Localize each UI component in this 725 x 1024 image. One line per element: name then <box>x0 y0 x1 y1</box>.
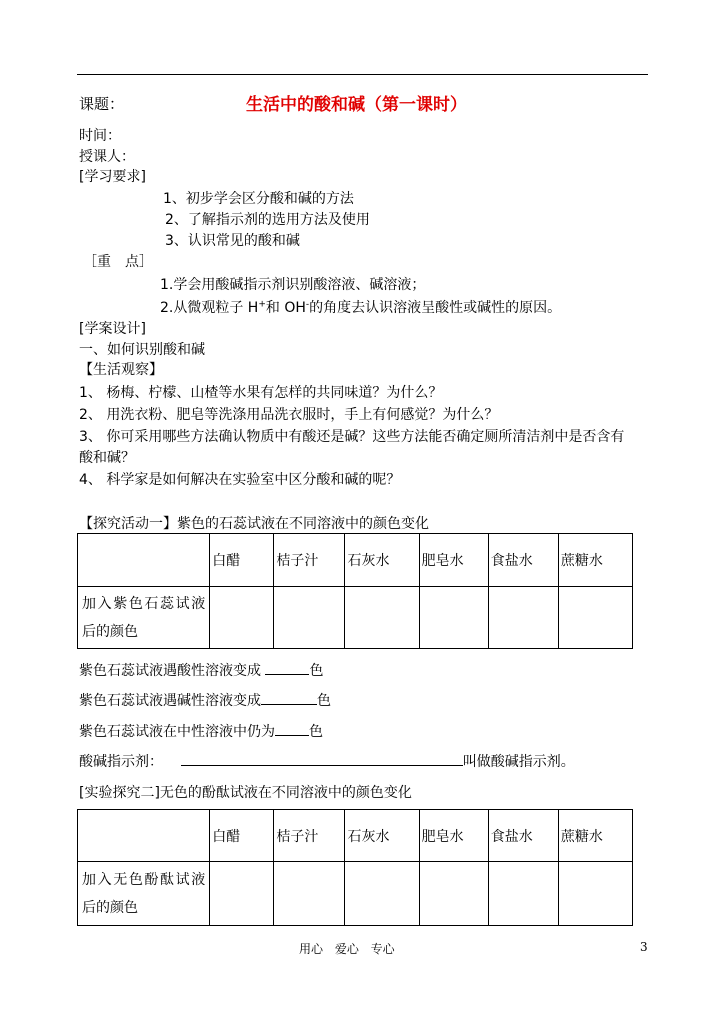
answer-cell[interactable] <box>419 587 488 649</box>
design-heading: [学案设计] <box>79 321 146 337</box>
fill-line-neutral: 紫色石蕊试液在中性溶液中仍为 色 <box>79 721 323 741</box>
teacher-label: 授课人： <box>79 149 135 165</box>
fill-line-acid: 紫色石蕊试液遇酸性溶液变成 色 <box>79 660 323 680</box>
column-header: 蔗糖水 <box>558 810 632 862</box>
answer-blank[interactable] <box>275 721 309 736</box>
title-label: 课题： <box>79 95 125 113</box>
footer-text: 用心 爱心 专心 <box>299 942 395 956</box>
answer-cell[interactable] <box>558 862 632 926</box>
answer-cell[interactable] <box>210 862 274 926</box>
activity2-heading: [实验探究二]无色的酚酞试液在不同溶液中的颜色变化 <box>79 785 412 801</box>
column-header: 白醋 <box>210 534 274 587</box>
column-header: 肥皂水 <box>419 810 488 862</box>
answer-cell[interactable] <box>419 862 488 926</box>
key-points-heading: ［重 点］ <box>83 254 153 270</box>
section-heading: 一、如何识别酸和碱 <box>79 342 205 358</box>
requirement-item: 1、初步学会区分酸和碱的方法 <box>163 191 354 207</box>
answer-cell[interactable] <box>488 587 558 649</box>
page-number: 3 <box>640 940 648 954</box>
answer-cell[interactable] <box>274 587 345 649</box>
answer-blank[interactable] <box>181 751 463 766</box>
row-label <box>78 862 210 926</box>
page-title: 生活中的酸和碱（第一课时） <box>246 95 467 115</box>
column-header: 石灰水 <box>345 810 419 862</box>
table-corner-cell <box>78 534 210 587</box>
column-header: 食盐水 <box>488 810 558 862</box>
question-item: 3、 你可采用哪些方法确认物质中有酸还是碱？这些方法能否确定厕所清洁剂中是否含有 <box>79 429 625 445</box>
column-header: 白醋 <box>210 810 274 862</box>
answer-cell[interactable] <box>345 587 419 649</box>
row-label <box>78 587 210 649</box>
column-header: 桔子汁 <box>274 534 345 587</box>
question-item: 1、 杨梅、柠檬、山楂等水果有怎样的共同味道？为什么？ <box>79 385 443 401</box>
requirement-item: 3、认识常见的酸和碱 <box>165 233 300 249</box>
table-corner-cell <box>78 810 210 862</box>
fill-line-indicator: 酸碱指示剂： 叫做酸碱指示剂。 <box>79 751 575 771</box>
observe-heading: 【生活观察】 <box>79 362 163 378</box>
column-header: 食盐水 <box>488 534 558 587</box>
question-item-continued: 酸和碱？ <box>79 450 135 466</box>
row-label-text: 加入无色酚酞试液后的颜色 <box>82 871 206 916</box>
key-point-item: 2.从微观粒子 H+和 OH-的角度去认识溶液呈酸性或碱性的原因。 <box>160 299 562 316</box>
fill-line-base: 紫色石蕊试液遇碱性溶液变成 色 <box>79 690 331 710</box>
requirements-heading: [学习要求] <box>79 169 146 185</box>
answer-cell[interactable] <box>210 587 274 649</box>
row-label-text: 加入紫色石蕊试液后的颜色 <box>82 595 206 640</box>
column-header: 桔子汁 <box>274 810 345 862</box>
column-header: 石灰水 <box>345 534 419 587</box>
activity1-heading: 【探究活动一】紫色的石蕊试液在不同溶液中的颜色变化 <box>79 516 429 532</box>
column-header: 肥皂水 <box>419 534 488 587</box>
requirement-item: 2、了解指示剂的选用方法及使用 <box>165 212 370 228</box>
answer-blank[interactable] <box>261 690 317 705</box>
activity2-table <box>77 809 633 926</box>
question-item: 2、 用洗衣粉、肥皂等洗涤用品洗衣服时，手上有何感觉？为什么？ <box>79 407 499 423</box>
answer-cell[interactable] <box>558 587 632 649</box>
answer-cell[interactable] <box>345 862 419 926</box>
activity1-table <box>77 533 633 649</box>
time-label: 时间： <box>79 128 121 144</box>
answer-cell[interactable] <box>274 862 345 926</box>
answer-cell[interactable] <box>488 862 558 926</box>
question-item: 4、 科学家是如何解决在实验室中区分酸和碱的呢？ <box>79 472 401 488</box>
column-header: 蔗糖水 <box>558 534 632 587</box>
answer-blank[interactable] <box>265 660 309 675</box>
header-rule <box>77 74 648 75</box>
key-point-item: 1.学会用酸碱指示剂识别酸溶液、碱溶液； <box>160 277 426 293</box>
